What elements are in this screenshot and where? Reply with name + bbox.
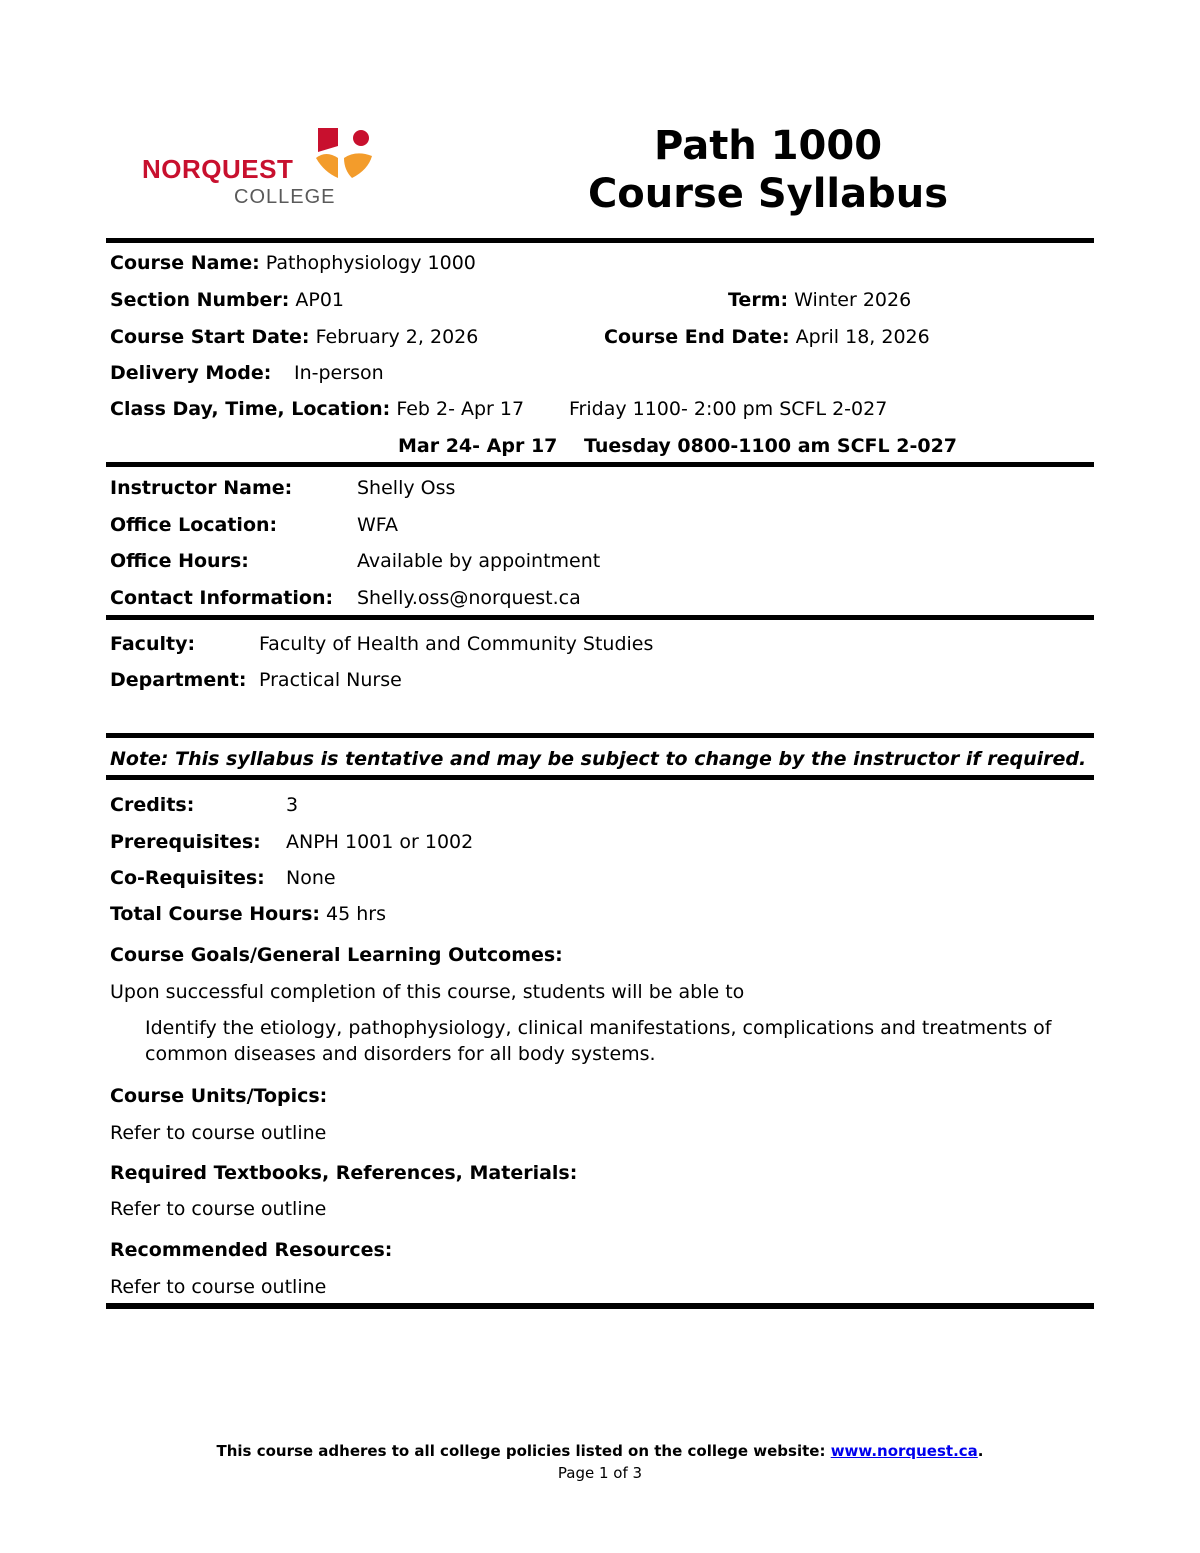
logo-text-norquest: NORQUEST — [142, 154, 294, 184]
goals-heading: Course Goals/General Learning Outcomes: — [110, 944, 563, 966]
course-name-label: Course Name: — [110, 252, 260, 274]
term-value: Winter 2026 — [794, 289, 912, 311]
office-location-label: Office Location: — [110, 514, 278, 536]
department-label: Department: — [110, 669, 247, 691]
delivery-mode-row — [110, 361, 271, 385]
contact-info-value: Shelly.oss@norquest.ca — [357, 587, 581, 609]
credits-label: Credits: — [110, 794, 195, 816]
prerequisites-label: Prerequisites: — [110, 831, 261, 853]
textbooks-heading: Required Textbooks, References, Materials: — [110, 1162, 578, 1184]
section-number-row — [110, 288, 344, 312]
delivery-mode-value: In-person — [294, 362, 384, 384]
divider — [106, 733, 1094, 738]
page-number: Page 1 of 3 — [557, 1464, 643, 1482]
units-text: Refer to course outline — [110, 1122, 327, 1144]
norquest-website-link[interactable]: www.norquest.ca — [830, 1442, 978, 1460]
divider — [106, 1303, 1094, 1309]
total-hours-label: Total Course Hours: — [110, 903, 320, 925]
total-hours-row — [110, 902, 386, 926]
section-number-value: AP01 — [295, 289, 344, 311]
divider — [106, 775, 1094, 780]
credits-value: 3 — [286, 794, 299, 816]
section-number-label: Section Number: — [110, 289, 290, 311]
start-date-row — [110, 325, 478, 349]
divider — [106, 615, 1094, 620]
office-hours-label: Office Hours: — [110, 550, 249, 572]
class-dates-2: Mar 24- Apr 17 — [398, 435, 558, 457]
course-name-value: Pathophysiology 1000 — [265, 252, 476, 274]
footer-policy-text: This course adheres to all college policies listed on the college website: — [216, 1442, 826, 1460]
goals-intro: Upon successful completion of this course, students will be able to — [110, 981, 745, 1003]
end-date-row — [604, 325, 930, 349]
footer-period: . — [977, 1442, 984, 1460]
office-hours-value: Available by appointment — [357, 550, 601, 572]
units-heading: Course Units/Topics: — [110, 1085, 328, 1107]
class-time-1: Friday 1100- 2:00 pm SCFL 2-027 — [569, 398, 888, 420]
faculty-label: Faculty: — [110, 633, 196, 655]
divider — [106, 238, 1094, 243]
goals-item: Identify the etiology, pathophysiology, clinical manifestations, complications and treatments of common diseases and disorders for all body systems. — [145, 1017, 1052, 1065]
class-dates-1: Feb 2- Apr 17 — [396, 398, 525, 420]
term-label: Term: — [728, 289, 789, 311]
total-hours-value: 45 hrs — [326, 903, 386, 925]
footer-policy — [0, 1441, 1200, 1461]
term-row — [728, 288, 911, 312]
resources-text: Refer to course outline — [110, 1276, 327, 1298]
start-date-value: February 2, 2026 — [315, 326, 479, 348]
class-schedule-label: Class Day, Time, Location: — [110, 398, 391, 420]
class-time-2: Tuesday 0800-1100 am SCFL 2-027 — [584, 435, 958, 457]
department-value: Practical Nurse — [259, 669, 402, 691]
office-location-value: WFA — [357, 514, 398, 536]
page-title-line2: Course Syllabus — [587, 171, 949, 217]
corequisites-value: None — [286, 867, 336, 889]
instructor-name-value: Shelly Oss — [357, 477, 456, 499]
course-name-row — [110, 251, 476, 275]
delivery-mode-label: Delivery Mode: — [110, 362, 272, 384]
instructor-name-label: Instructor Name: — [110, 477, 293, 499]
logo-text-college: COLLEGE — [234, 186, 336, 208]
contact-info-label: Contact Information: — [110, 587, 334, 609]
textbooks-text: Refer to course outline — [110, 1198, 327, 1220]
faculty-value: Faculty of Health and Community Studies — [259, 633, 654, 655]
norquest-college-logo — [112, 106, 408, 226]
start-date-label: Course Start Date: — [110, 326, 310, 348]
corequisites-label: Co-Requisites: — [110, 867, 265, 889]
resources-heading: Recommended Resources: — [110, 1239, 393, 1261]
class-schedule-row — [110, 397, 524, 421]
end-date-label: Course End Date: — [604, 326, 790, 348]
page-title-line1: Path 1000 — [653, 123, 883, 169]
divider — [106, 462, 1094, 467]
prerequisites-value: ANPH 1001 or 1002 — [286, 831, 474, 853]
syllabus-note: Note: This syllabus is tentative and may be subject to change by the instructor if required. — [110, 748, 1087, 770]
end-date-value: April 18, 2026 — [795, 326, 930, 348]
